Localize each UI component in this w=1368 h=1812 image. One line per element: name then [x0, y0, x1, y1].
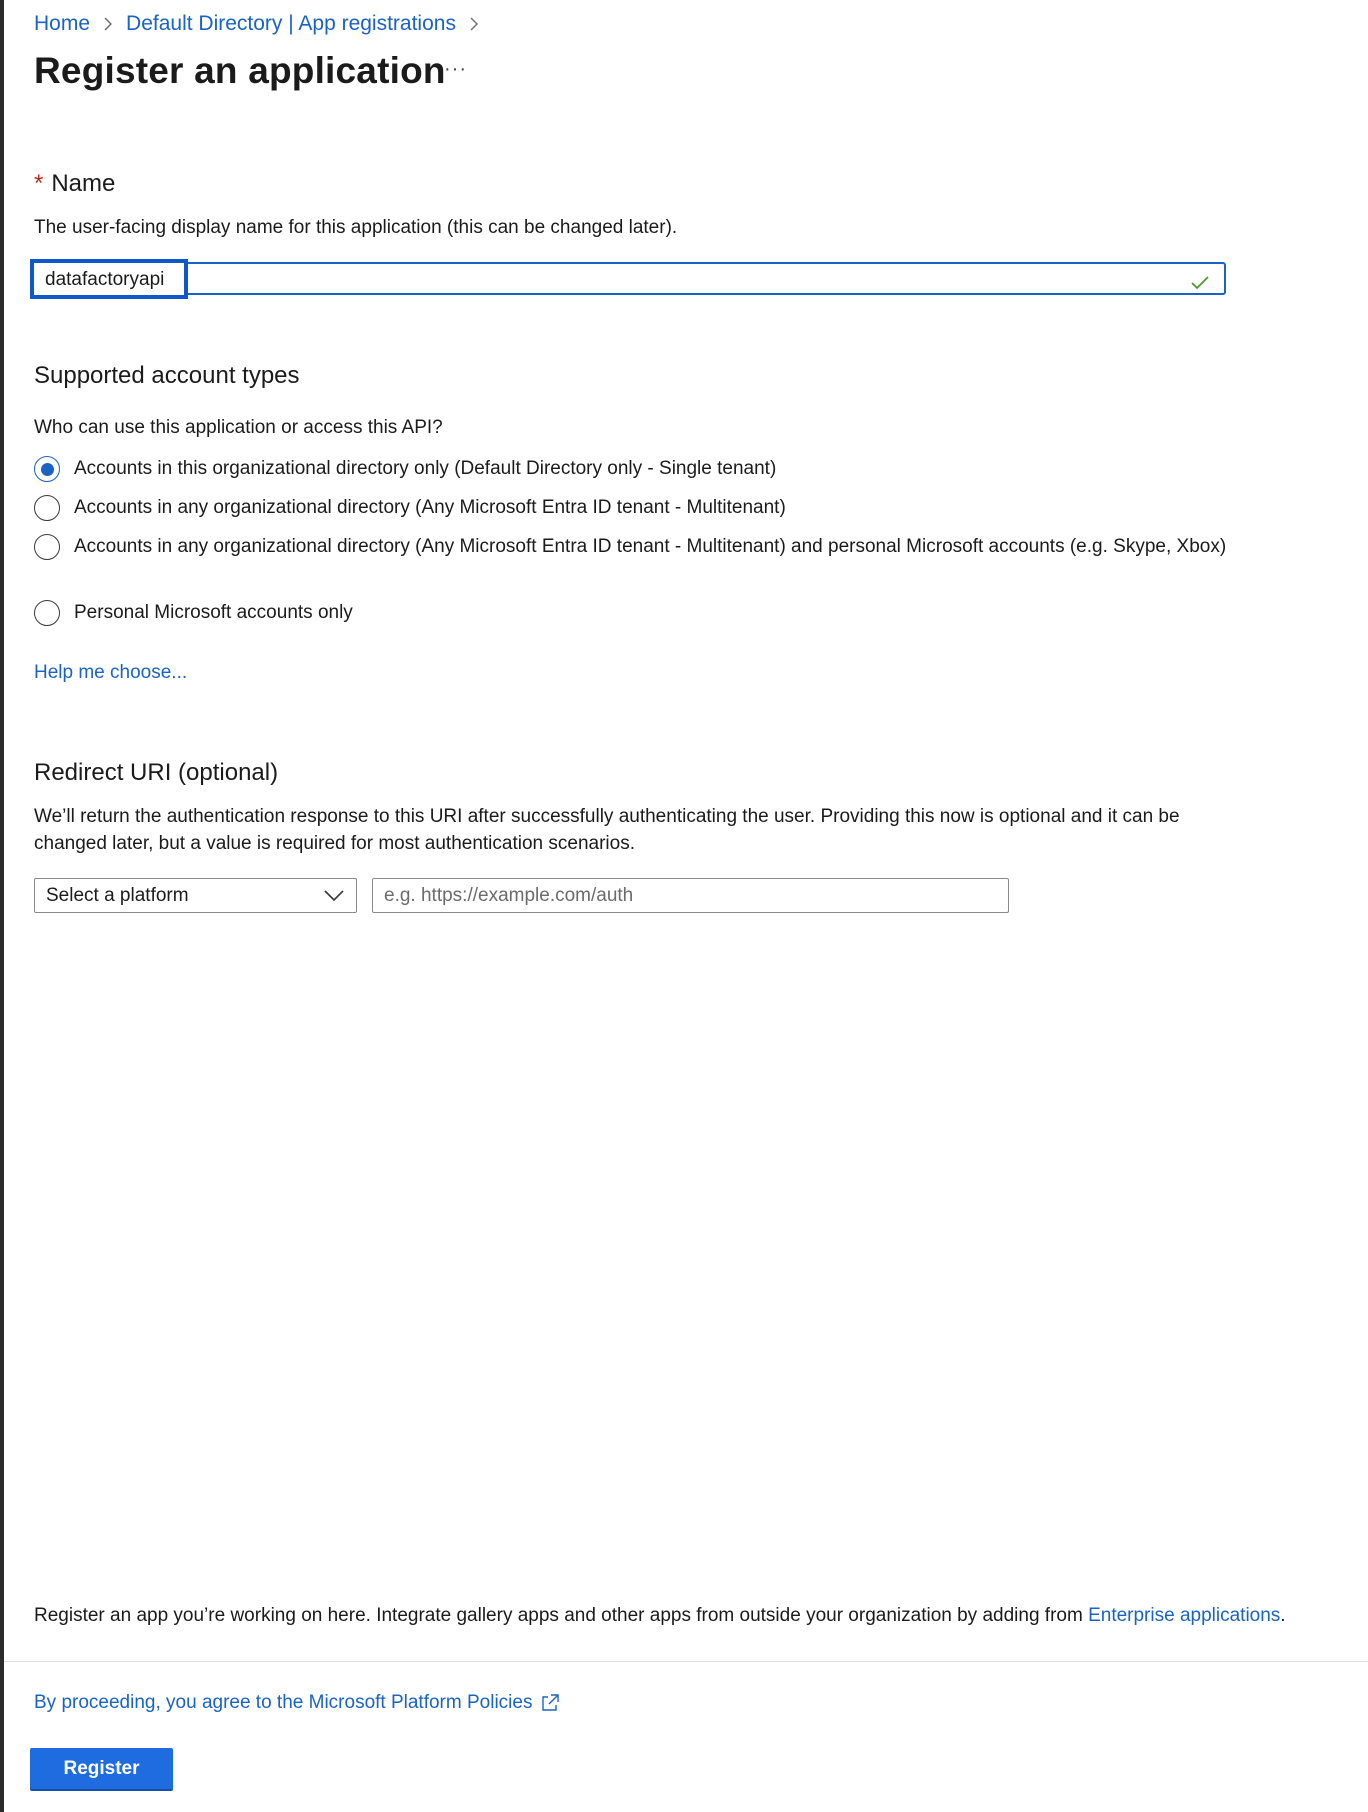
breadcrumb	[34, 12, 492, 36]
redirect-uri-input[interactable]	[372, 878, 1009, 913]
radio-option-single-tenant[interactable]	[34, 456, 1234, 482]
enterprise-applications-link[interactable]: Enterprise applications	[1088, 1605, 1281, 1626]
name-field[interactable]	[30, 259, 1231, 299]
name-heading	[34, 170, 115, 198]
footer-divider	[4, 1661, 1368, 1662]
chevron-down-icon	[324, 889, 344, 902]
page-title: Register an application	[34, 50, 446, 91]
redirect-uri-description: We’ll return the authentication response to this URI after successfully authenticating the user. Providing this now is optional and it can be changed later, but a value is required for most authentication scenarios.	[34, 806, 1180, 854]
platform-policies-label: By proceeding, you agree to the Microsoft Platform Policies	[34, 1692, 533, 1713]
footer-note-period: .	[1280, 1605, 1286, 1626]
radio-dot	[41, 463, 54, 476]
radio-button[interactable]	[34, 600, 60, 626]
name-description: The user-facing display name for this application (this can be changed later).	[34, 217, 678, 238]
radio-option-multitenant-personal[interactable]	[34, 534, 1234, 560]
radio-option-label: Accounts in any organizational directory (Any Microsoft Entra ID tenant - Multitenant)	[74, 497, 786, 518]
radio-button[interactable]	[34, 495, 60, 521]
account-types-question: Who can use this application or access this API?	[34, 417, 443, 438]
footer-note	[34, 1605, 1286, 1627]
more-options-icon[interactable]: ···	[444, 58, 467, 80]
radio-button-selected[interactable]	[34, 456, 60, 482]
checkmark-icon	[1190, 275, 1210, 291]
radio-option-label: Accounts in this organizational directory only (Default Directory only - Single tenant)	[74, 458, 777, 479]
help-me-choose-link[interactable]: Help me choose...	[34, 662, 188, 683]
radio-option-personal-only[interactable]	[34, 600, 1234, 626]
chevron-right-icon	[102, 16, 114, 32]
account-types-heading: Supported account types	[34, 362, 300, 389]
external-link-icon	[540, 1693, 560, 1713]
footer-note-text: Register an app you’re working on here. Integrate gallery apps and other apps from outside your organization by adding from	[34, 1605, 1089, 1626]
radio-option-label: Personal Microsoft accounts only	[74, 602, 353, 623]
name-input-value[interactable]: datafactoryapi	[30, 259, 188, 299]
platform-select[interactable]	[34, 878, 357, 913]
left-edge-rule	[0, 0, 4, 1812]
breadcrumb-home-link[interactable]: Home	[34, 12, 91, 35]
platform-policies-link[interactable]	[34, 1692, 560, 1714]
breadcrumb-app-registrations-link[interactable]: Default Directory | App registrations	[126, 12, 456, 35]
name-heading-label: Name	[51, 170, 116, 197]
required-asterisk: *	[34, 170, 44, 197]
platform-select-value: Select a platform	[46, 885, 189, 906]
register-button[interactable]: Register	[30, 1748, 173, 1789]
radio-button[interactable]	[34, 534, 60, 560]
redirect-uri-heading: Redirect URI (optional)	[34, 759, 279, 786]
chevron-right-icon	[468, 16, 480, 32]
radio-option-label: Accounts in any organizational directory (Any Microsoft Entra ID tenant - Multitenant) and personal Microsoft accounts (e.g. Skype, Xbox)	[74, 536, 1227, 557]
name-input-border[interactable]	[30, 262, 1226, 295]
radio-option-multitenant[interactable]	[34, 495, 1234, 521]
